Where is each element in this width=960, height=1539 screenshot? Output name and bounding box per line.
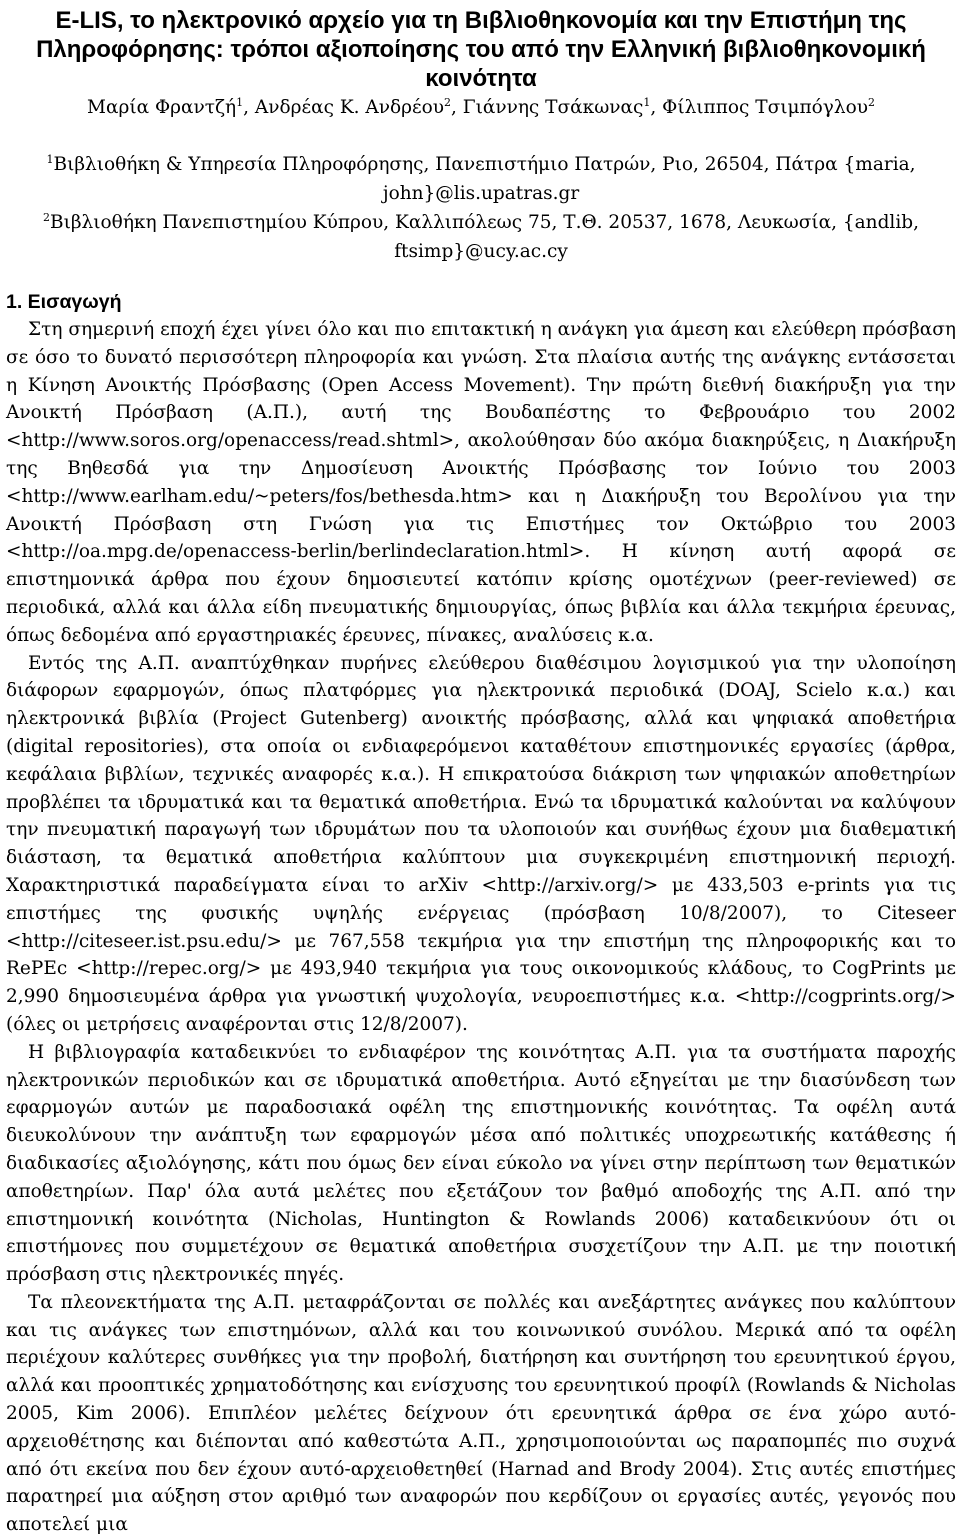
author-name: Μαρία Φραντζή [87,97,237,118]
author-name: Ανδρέας Κ. Ανδρέου [254,97,444,118]
body-paragraph: Στη σημερινή εποχή έχει γίνει όλο και πιο επιτακτική η ανάγκη για άμεση και ελεύθερη πρόσβαση σε όσο το δυνατό περισσότερη πληροφορία και γνώση. Στα πλαίσια αυτής της ανάγκης εντάσσεται η Κίνηση Ανοικτής Πρόσβασης (Open Access Movement). Την πρώτη διεθνή διακήρυξη για την Ανοικτή Πρόσβαση (Α.Π.), αυτή της Βουδαπέστης το Φεβρουάριο του 2002 <http://www.soros.org/openaccess/read.shtml>, ακολούθησαν δύο ακόμα διακηρύξεις, η Διακήρυξη της Βηθεσδά για την Δημοσίευση Ανοικτής Πρόσβασης τον Ιούνιο του 2003 <http://www.earlham.edu/~peters/fos/bethesda.htm> και η Διακήρυξη του Βερολίνου για την Ανοικτή Πρόσβαση στη Γνώση για τις Επιστήμες τον Οκτώβριο του 2003 <http://oa.mpg.de/openaccess-berlin/berlindeclaration.html>. Η κίνηση αυτή αφορά σε επιστημονικά άρθρα που έχουν δημοσιευτεί κατόπιν κρίσης ομοτέχνων (peer-reviewed) σε περιοδικά, αλλά και άλλα είδη πνευματικής δημιουργίας, όπως βιβλία και άλλα τεκμήρια έρευνας, όπως δεδομένα από εργαστηριακές έρευνες, πίνακες, αναλύσεις κ.α. [6,319,956,646]
author-list [6,94,956,122]
paper-title: E-LIS, το ηλεκτρονικό αρχείο για τη Βιβλιοθηκονομία και την Επιστήμη της Πληροφόρησης: τρόποι αξιοποίησης του από την Ελληνική βιβλιοθηκονομική κοινότητα [36,7,926,92]
author-affiliation-marker: 1 [236,95,244,109]
author-separator: , [650,97,663,118]
author-name: Γιάννης Τσάκωνας [462,97,644,118]
author-affiliation-marker: 2 [867,95,875,109]
author-affiliation-marker: 1 [643,95,651,109]
paper-page [6,6,956,1539]
affiliation [6,150,956,208]
author-name: Φίλιππος Τσιμπόγλου [662,97,868,118]
affiliation-text: Βιβλιοθήκη & Υπηρεσία Πληροφόρησης, Πανεπιστήμιο Πατρών, Ριο, 26504, Πάτρα {maria, john}@lis.upatras.gr [53,154,916,204]
author-separator: , [451,97,463,118]
affiliation-list [6,150,956,266]
body-paragraph: Εντός της Α.Π. αναπτύχθηκαν πυρήνες ελεύθερου διαθέσιμου λογισμικού για την υλοποίηση διάφορων εφαρμογών, όπως πλατφόρμες για ηλεκτρονικά περιοδικά (DOAJ, Scielo κ.α.) και ηλεκτρονικά βιβλία (Project Gutenberg) ανοικτής πρόσβασης, αλλά και ψηφιακά αποθετήρια (digital repositories), στα οποία οι ενδιαφερόμενοι καταθέτουν επιστημονικές εργασίες (άρθρα, κεφάλαια βιβλίων, τεχνικές αναφορές κ.α.). Η επικρατούσα διάκριση των ψηφιακών αποθετηρίων προβλέπει τα ιδρυματικά και τα θεματικά αποθετήρια. Ενώ τα ιδρυματικά καλούνται να καλύψουν την πνευματική παραγωγή των ιδρυμάτων που τα υλοποιούν και συνήθως έχουν μια διαθεματική διάσταση, τα θεματικά αποθετήρια καλύπτουν μια συγκεκριμένη επιστημονική περιοχή. Χαρακτηριστικά παραδείγματα είναι το arXiv <http://arxiv.org/> με 433,503 e-prints για τις επιστήμες της φυσικής υψηλής ενέργειας (πρόσβαση 10/8/2007), το Citeseer <http://citeseer.ist.psu.edu/> με 767,558 τεκμήρια για την επιστήμη της πληροφορικής και το RePEc <http://repec.org/> με 493,940 τεκμήρια για τους οικονομικούς κλάδους, το CogPrints με 2,990 δημοσιευμένα άρθρα για γνωστική ψυχολογία, νευροεπιστήμες κ.α. <http://cogprints.org/> (όλες οι μετρήσεις αναφέρονται στις 12/8/2007). [6,652,956,1035]
affiliation-marker: 1 [46,152,54,166]
affiliation [6,208,956,266]
body-paragraph: Τα πλεονεκτήματα της Α.Π. μεταφράζονται σε πολλές και ανεξάρτητες ανάγκες που καλύπτουν και τις ανάγκες των επιστημόνων, αλλά και του κοινωνικού συνόλου. Μερικά από τα οφέλη περιέχουν καλύτερες συνθήκες για την προβολή, διατήρηση και συντήρηση του ερευνητικού έργου, αλλά και προοπτικές χρηματοδότησης και ενίσχυσης του ερευνητικού προφίλ (Rowlands & Nicholas 2005, Kim 2006). Επιπλέον μελέτες δείχνουν ότι ερευνητικά άρθρα σε ένα χώρο αυτό-αρχειοθέτησης και διέπονται από καθεστώτα Α.Π., χρησιμοποιούνται ως παραπομπές πιο συχνά από ότι εκείνα που δεν έχουν αυτό-αρχειοθετηθεί (Harnad and Brody 2004). Στις αυτές επιστήμες παρατηρεί μια αύξηση στον αριθμό των αναφορών που κερδίζουν οι εργασίες αυτές, γεγονός που αποτελεί μια [6,1291,956,1536]
affiliation-marker: 2 [43,210,51,224]
affiliation-text: Βιβλιοθήκη Πανεπιστημίου Κύπρου, Καλλιπόλεως 75, Τ.Θ. 20537, 1678, Λευκωσία, {andlib, ftsimp}@ucy.ac.cy [50,212,919,262]
author-affiliation-marker: 2 [444,95,451,109]
author-separator: , [243,97,255,118]
section-heading: 1. Εισαγωγή [6,291,122,313]
body-paragraph: Η βιβλιογραφία καταδεικνύει το ενδιαφέρον της κοινότητας Α.Π. για τα συστήματα παροχής ηλεκτρονικών περιοδικών και σε ιδρυματικά αποθετήρια. Αυτό εξηγείται με την διασύνδεση των εφαρμογών αυτών με παραδοσιακά οφέλη της επιστημονικής κοινότητας. Τα οφέλη αυτά διευκολύνουν την ανάπτυξη των εφαρμογών μέσα από πολιτικές υποχρεωτικής κατάθεσης ή διαδικασίες αξιολόγησης, κάτι που όμως δεν είναι εύκολο να γίνει στην περίπτωση των θεματικών αποθετηρίων. Παρ' όλα αυτά μελέτες που εξετάζουν τον βαθμό αποδοχής της Α.Π. από την επιστημονική κοινότητα (Nicholas, Huntington & Rowlands 2006) καταδεικνύουν ότι οι επιστήμονες που συμμετέχουν σε θεματικά αποθετήρια συσχετίζουν την Α.Π. με την ποιοτική πρόσβαση στις ηλεκτρονικές πηγές. [6,1041,956,1286]
